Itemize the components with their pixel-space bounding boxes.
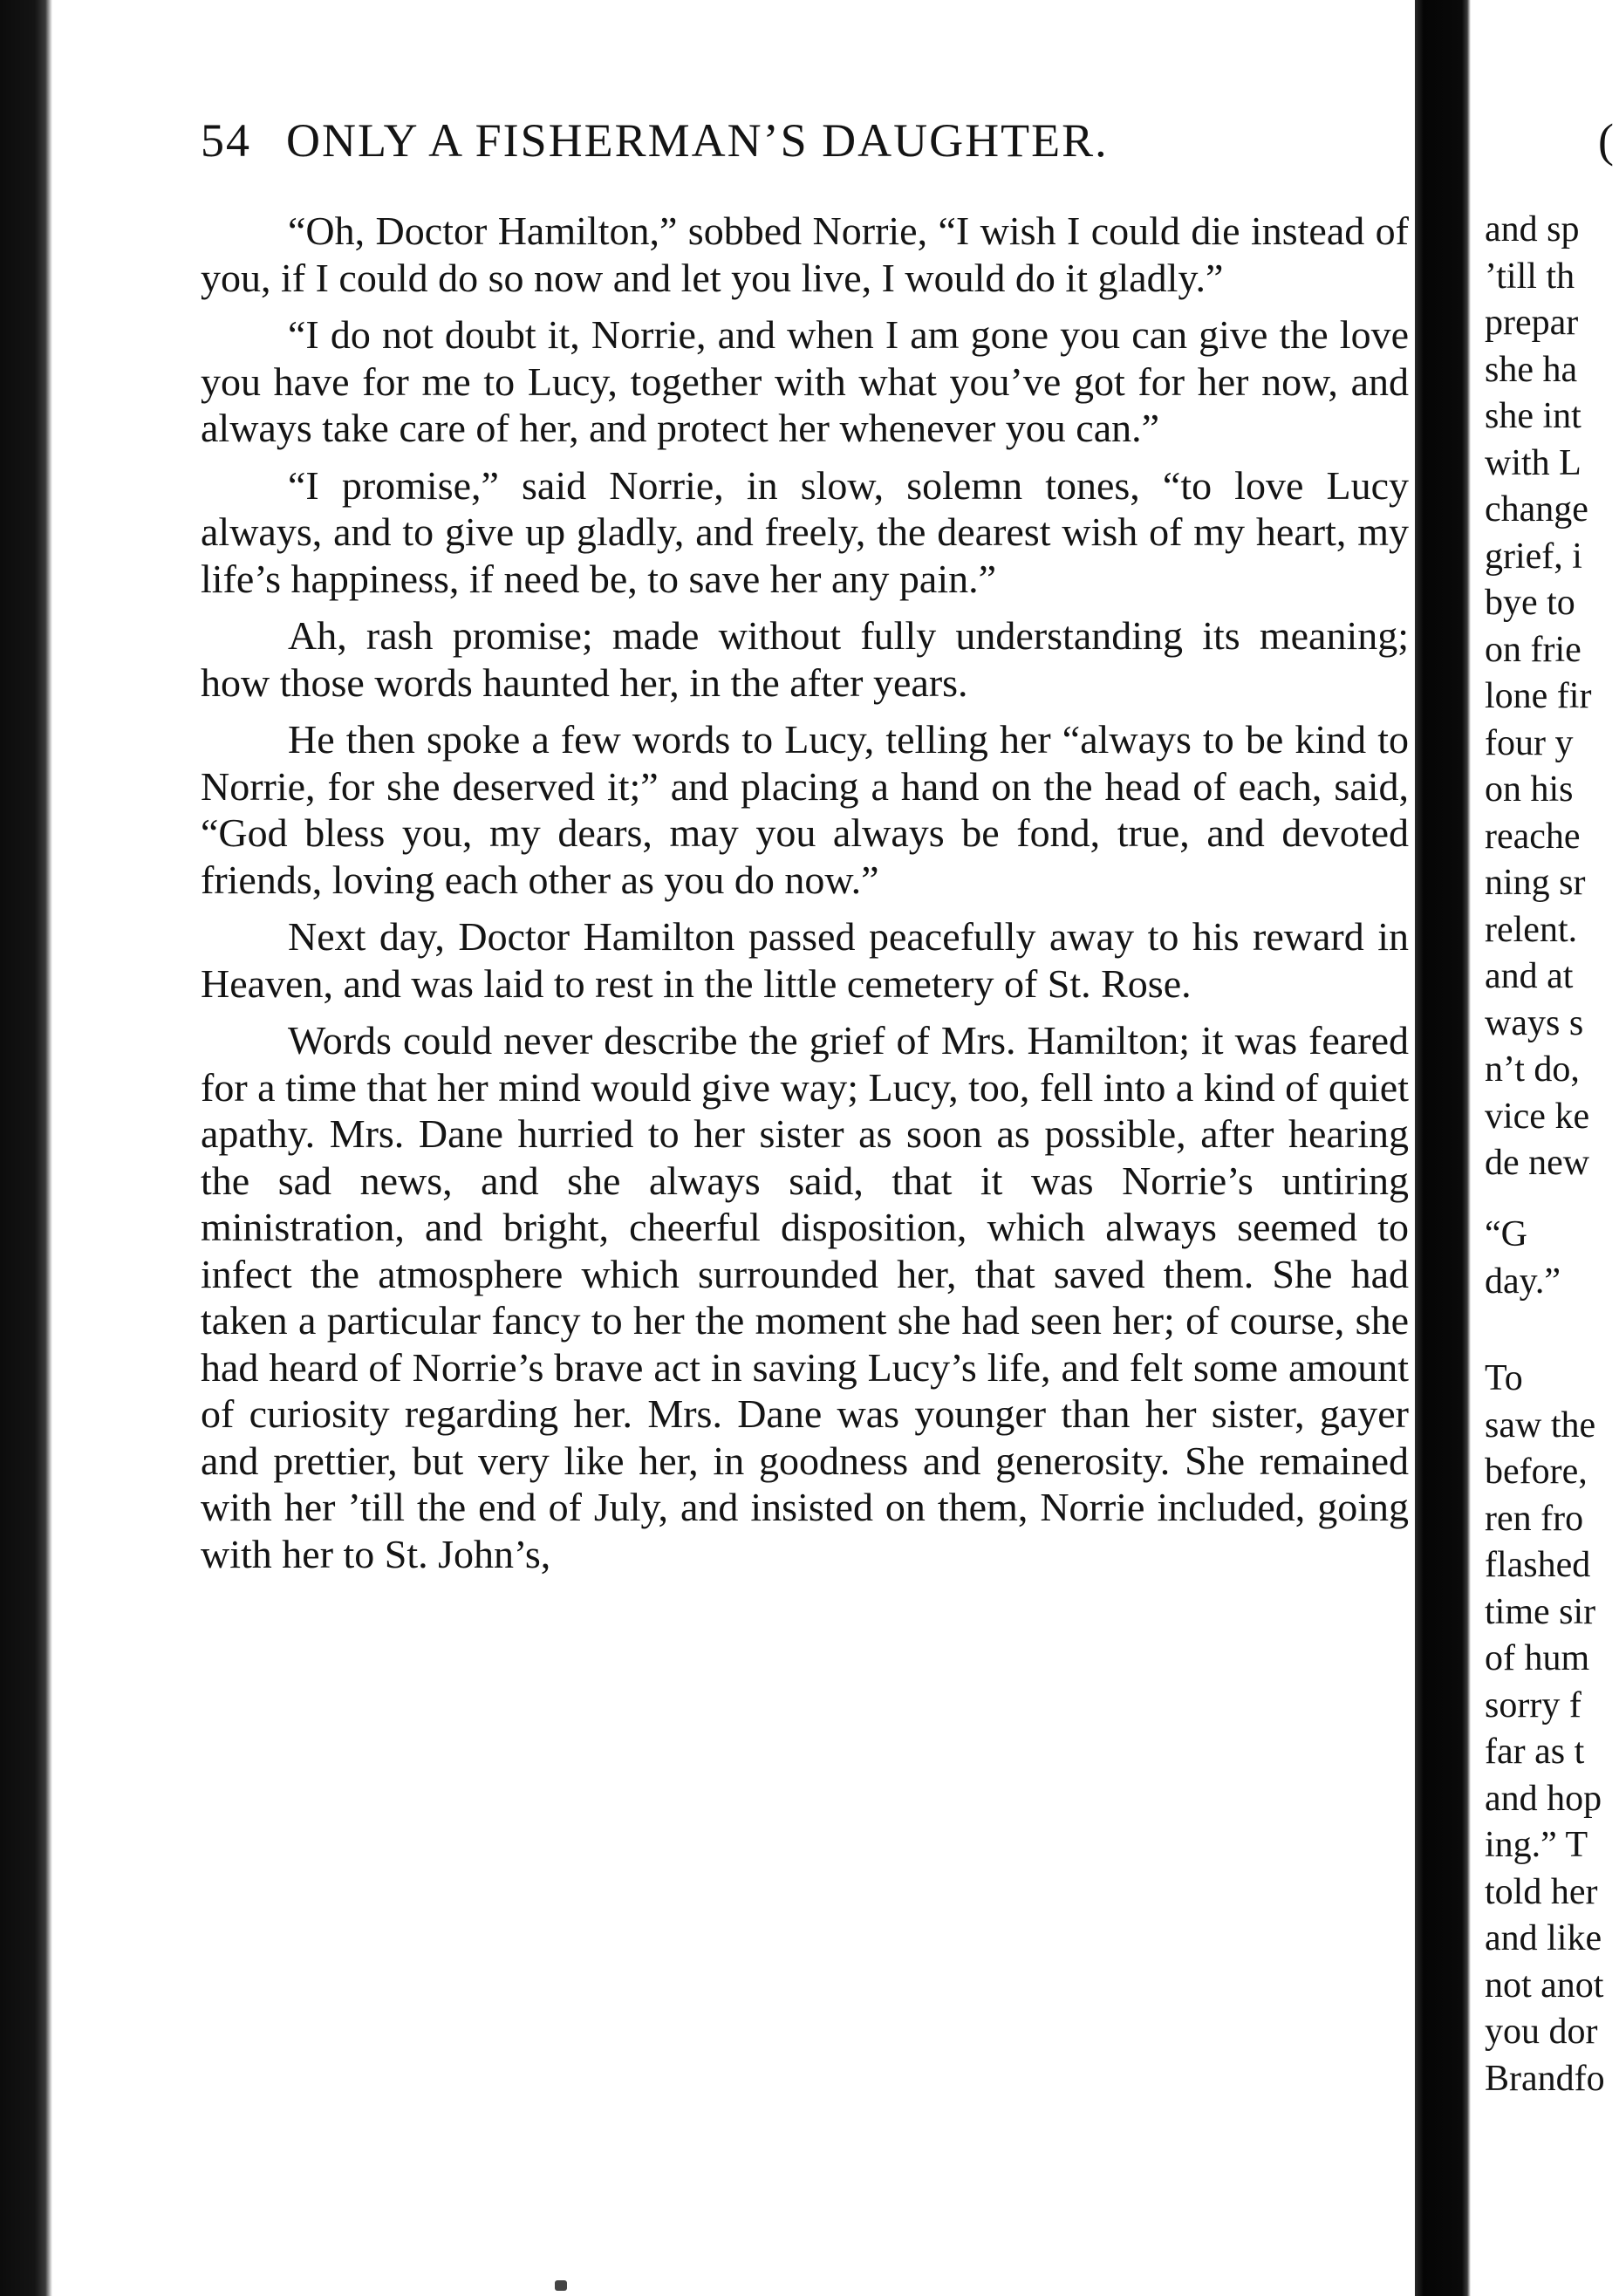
paragraph: Next day, Doctor Hamilton passed peacefully away to his reward in Heaven, and was laid to rest in the little cemetery of St. Rose.: [201, 914, 1409, 1006]
left-page: [52, 0, 1415, 2296]
right-text-line: saw the: [1485, 1404, 1596, 1445]
book-gutter: [1415, 0, 1471, 2296]
right-text-line: reache: [1485, 816, 1581, 857]
paragraph: Words could never describe the grief of Mrs. Hamilton; it was feared for a time that her mind would give way; Lucy, too, fell into a kind of quiet apathy. Mrs. Dane hurried to her sister as soon as possible, after hearing the sad news, and she always said, that it was Norrie’s untiring ministration, and bright, cheerful disposition, which always seemed to infect the atmosphere which surrounded her, that saved them. She had taken a particular fancy to her the moment she had seen her; of course, she had heard of Norrie’s brave act in saving Lucy’s life, and felt some amount of curiosity regarding her. Mrs. Dane was younger than her sister, gayer and prettier, but very like her, in goodness and generosity. She remained with her ’till the end of July, and insisted on them, Norrie included, going with her to St. John’s,: [201, 1018, 1409, 1576]
right-text-line: and at: [1485, 956, 1574, 996]
right-text-line: flashed: [1485, 1545, 1591, 1585]
right-text-line: on frie: [1485, 629, 1581, 670]
paragraph: Ah, rash promise; made without fully understanding its meaning; how those words haunted her, in the after years.: [201, 613, 1409, 705]
right-text-line: ren fro: [1485, 1498, 1584, 1539]
right-text-block-3: [1485, 1356, 1605, 2103]
right-text-line: she int: [1485, 396, 1581, 436]
paragraph: “Oh, Doctor Hamilton,” sobbed Norrie, “I wish I could die instead of you, if I could do so now and let you live, I would do it gladly.”: [201, 208, 1409, 300]
right-text-line: on his: [1485, 769, 1574, 810]
right-text-line: change: [1485, 489, 1588, 530]
right-text-line: vice ke: [1485, 1096, 1590, 1137]
right-text-line: and like: [1485, 1918, 1602, 1958]
right-text-line: and hop: [1485, 1778, 1602, 1819]
right-text-line: day.”: [1485, 1261, 1561, 1302]
right-text-line: n’t do,: [1485, 1049, 1580, 1090]
right-page-fragment: [1471, 0, 1619, 2296]
right-text-line: not anot: [1485, 1965, 1604, 2006]
running-title: ONLY A FISHERMAN’S DAUGHTER.: [286, 114, 1109, 167]
scan-left-edge: [0, 0, 52, 2296]
body-text: [201, 208, 1409, 1588]
right-text-line: time sir: [1485, 1591, 1596, 1632]
paragraph: “I promise,” said Norrie, in slow, solemn tones, “to love Lucy always, and to give up gladly, and freely, the dearest wish of my heart, my life’s happiness, if need be, to save her any pain.”: [201, 462, 1409, 601]
right-text-line: ways s: [1485, 1002, 1584, 1043]
right-text-line: To: [1485, 1358, 1523, 1398]
right-text-line: with L: [1485, 442, 1581, 483]
right-text-line: bye to: [1485, 583, 1575, 623]
right-text-line: ing.” T: [1485, 1825, 1588, 1865]
right-text-line: sorry f: [1485, 1684, 1581, 1725]
running-head: [201, 113, 1465, 174]
right-text-block-1: [1485, 208, 1591, 1188]
right-text-line: you dor: [1485, 2012, 1598, 2052]
right-text-line: Brandfo: [1485, 2058, 1605, 2099]
right-text-block-2: [1485, 1213, 1561, 1306]
page-number: 54: [201, 114, 251, 167]
right-text-line: prepar: [1485, 303, 1579, 343]
right-text-line: grief, i: [1485, 536, 1582, 577]
right-text-line: before,: [1485, 1452, 1588, 1492]
right-text-line: ning sr: [1485, 863, 1586, 903]
scan-speck: [555, 2280, 567, 2291]
right-text-line: and sp: [1485, 209, 1580, 249]
right-text-line: ’till th: [1485, 256, 1575, 297]
right-text-line: told her: [1485, 1871, 1598, 1912]
right-text-line: de new: [1485, 1143, 1590, 1183]
right-text-line: “G: [1485, 1214, 1527, 1254]
paragraph: “I do not doubt it, Norrie, and when I am gone you can give the love you have for me to Lucy, together with what you’ve got for her now, and always take care of her, and protect her whenever you can.”: [201, 312, 1409, 450]
right-running-head: (: [1598, 114, 1614, 167]
right-text-line: relent.: [1485, 909, 1578, 950]
right-text-line: she ha: [1485, 349, 1578, 390]
right-text-line: of hum: [1485, 1638, 1590, 1678]
right-text-line: lone fir: [1485, 676, 1592, 716]
right-text-line: four y: [1485, 722, 1574, 763]
right-text-line: far as t: [1485, 1732, 1585, 1772]
paragraph: He then spoke a few words to Lucy, telling her “always to be kind to Norrie, for she deserved it;” and placing a hand on the head of each, said, “God bless you, my dears, may you always be fond, true, and devoted friends, loving each other as you do now.”: [201, 717, 1409, 902]
